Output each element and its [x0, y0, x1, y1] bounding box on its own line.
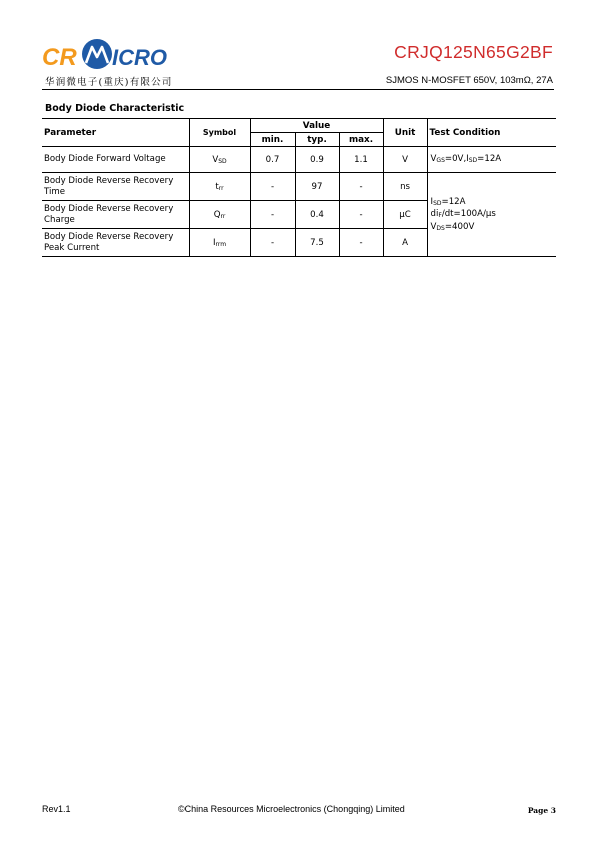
row-max: - — [339, 173, 383, 201]
footer-page-number: Page 3 — [527, 806, 556, 815]
header-max: max. — [339, 133, 383, 147]
header-test-condition: Test Condition — [427, 119, 556, 147]
row-min: - — [250, 201, 295, 229]
test-condition-forward: $V_{GS}=0V,I_{SD}=12A$ — [427, 147, 556, 173]
header-value: Value — [250, 119, 383, 133]
row-max: 1.1 — [339, 147, 383, 173]
row-unit: A — [383, 229, 427, 257]
row-symbol: $t_{rr}$ — [189, 173, 250, 201]
footer-revision: Rev1.1 — [42, 804, 71, 814]
row-max: - — [339, 229, 383, 257]
table-row — [42, 173, 556, 201]
row-typ: 0.9 — [295, 147, 339, 173]
row-parameter: Body Diode Reverse Recovery Peak Current — [42, 229, 189, 257]
row-symbol: $I_{rrm}$ — [189, 229, 250, 257]
test-condition-recovery: $I_{SD}=12A$ $di_F/dt=100A/\mu s$ $V_{DS}=400V$ — [427, 173, 556, 257]
header-unit: Unit — [383, 119, 427, 147]
crmicro-logo — [42, 38, 182, 72]
logo-text-cr: CR — [42, 44, 77, 71]
row-parameter: Body Diode Reverse Recovery Charge — [42, 201, 189, 229]
device-subtitle: SJMOS N-MOSFET 650V, 103mΩ, 27A — [385, 75, 553, 86]
row-min: - — [250, 229, 295, 257]
logo-m-emblem — [82, 39, 112, 69]
footer-copyright: ©China Resources Microelectronics (Chongqing) Limited — [178, 804, 405, 814]
header-symbol: Symbol — [189, 119, 250, 147]
part-number: CRJQ125N65G2BF — [394, 42, 553, 62]
row-unit: V — [383, 147, 427, 173]
header-typ: typ. — [295, 133, 339, 147]
header-divider — [42, 89, 554, 90]
section-title: Body Diode Characteristic — [45, 103, 185, 114]
row-typ: 97 — [295, 173, 339, 201]
row-max: - — [339, 201, 383, 229]
logo-text-icro: ICRO — [112, 45, 167, 70]
row-typ: 0.4 — [295, 201, 339, 229]
row-symbol: $Q_{rr}$ — [189, 201, 250, 229]
row-typ: 7.5 — [295, 229, 339, 257]
row-unit: μC — [383, 201, 427, 229]
table-row — [42, 147, 556, 173]
row-symbol: $V_{SD}$ — [189, 147, 250, 173]
header-min: min. — [250, 133, 295, 147]
row-min: 0.7 — [250, 147, 295, 173]
row-min: - — [250, 173, 295, 201]
row-unit: ns — [383, 173, 427, 201]
row-parameter: Body Diode Reverse Recovery Time — [42, 173, 189, 201]
header-parameter: Parameter — [42, 119, 189, 147]
company-name-cn: 华润微电子(重庆)有限公司 — [45, 77, 173, 88]
body-diode-table — [42, 118, 556, 257]
row-parameter: Body Diode Forward Voltage — [42, 147, 189, 173]
